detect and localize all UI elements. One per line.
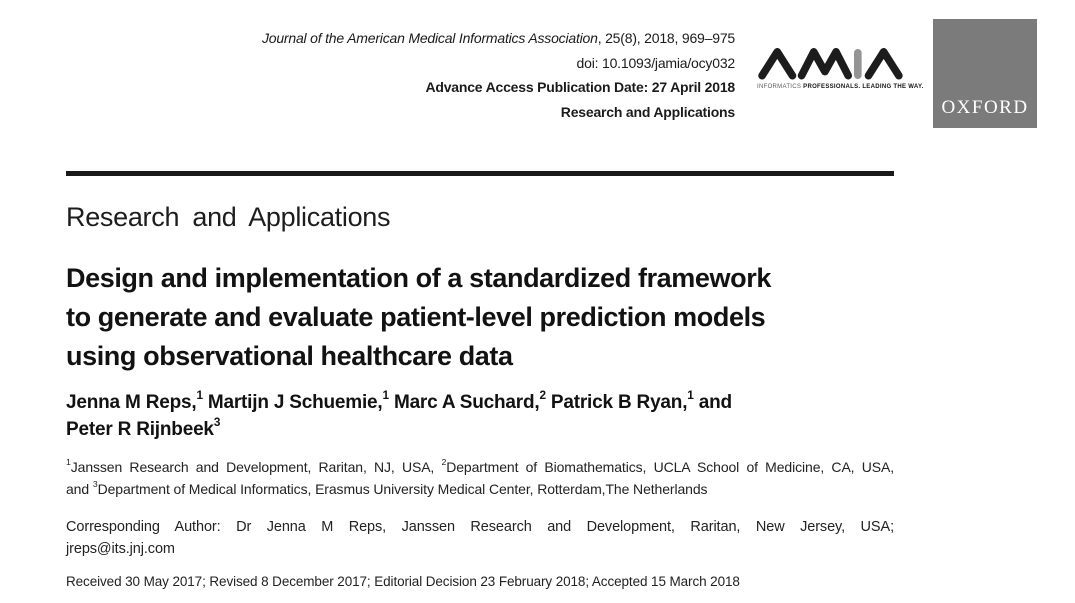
affiliation-text: Janssen Research and Development, Raritan, NJ, USA, [70,459,442,475]
author-name: Martijn J Schuemie, [202,392,383,413]
affiliations-line-2 [66,479,894,501]
article-history: Received 30 May 2017; Revised 8 December 2017; Editorial Decision 23 February 2018; Accepted 15 March 2018 [66,574,740,589]
author-affiliation-marker: 1 [382,388,389,402]
oxford-logo-label: OXFORD [941,97,1029,118]
corresponding-author-email: jreps@its.jnj.com [66,540,175,557]
citation-suffix: , 25(8), 2018, 969–975 [597,30,735,46]
amia-letter-a1 [762,52,792,76]
article-title [66,259,771,376]
oxford-logo [933,19,1037,128]
author-affiliation-marker: 2 [539,388,546,402]
affiliation-text: Department of Medical Informatics, Erasmus University Medical Center, Rotterdam,The Netherlands [97,480,708,497]
amia-letter-m [802,52,849,76]
journal-title: Journal of the American Medical Informatics Association [261,30,598,46]
author-name: Jenna M Reps, [66,392,197,413]
amia-logo-letters [757,47,909,80]
author-list [66,389,732,443]
amia-tagline-light: INFORMATICS [757,84,804,90]
author-name: Patrick B Ryan, [545,392,688,413]
affiliations-line-1 [66,457,894,479]
masthead-category-line: Research and Applications [560,103,735,120]
affiliation-text: and [66,480,93,497]
amia-tagline-bold: PROFESSIONALS. LEADING THE WAY. [803,84,924,90]
advance-access-line: Advance Access Publication Date: 27 April 2018 [425,79,735,95]
citation-line [135,26,735,51]
affiliation-text: Department of Biomathematics, UCLA School of Medicine, CA, USA, [446,459,894,475]
affiliation-marker: 2 [441,457,447,468]
affiliation-marker: 3 [92,478,98,489]
author-name: Marc A Suchard, [388,392,540,413]
doi-line: doi: 10.1093/jamia/ocy032 [576,54,735,71]
affiliation-marker: 1 [66,457,71,468]
section-heading: Research and Applications [66,202,391,232]
article-title-line-3: using observational healthcare data [66,341,513,371]
amia-tagline [757,84,924,90]
corresponding-author-line-1: Corresponding Author: Dr Jenna M Reps, Janssen Research and Development, Raritan, New Jersey, USA; [66,519,894,535]
corresponding-author [66,517,894,560]
author-name: Peter R Rijnbeek [66,419,214,440]
author-list-line-2 [66,416,732,443]
author-affiliation-marker: 1 [196,388,203,402]
author-affiliation-marker: 3 [213,415,221,429]
amia-logo [757,47,924,90]
article-title-line-1: Design and implementation of a standardized framework [66,263,771,293]
author-list-line-1 [66,389,732,416]
article-title-line-2: to generate and evaluate patient-level prediction models [66,302,766,332]
header-rule [66,171,894,176]
amia-letter-a2 [868,52,898,76]
masthead [135,26,735,124]
author-affiliation-marker: 1 [687,388,694,402]
affiliations [66,457,894,500]
author-conjunction: and [693,392,732,413]
